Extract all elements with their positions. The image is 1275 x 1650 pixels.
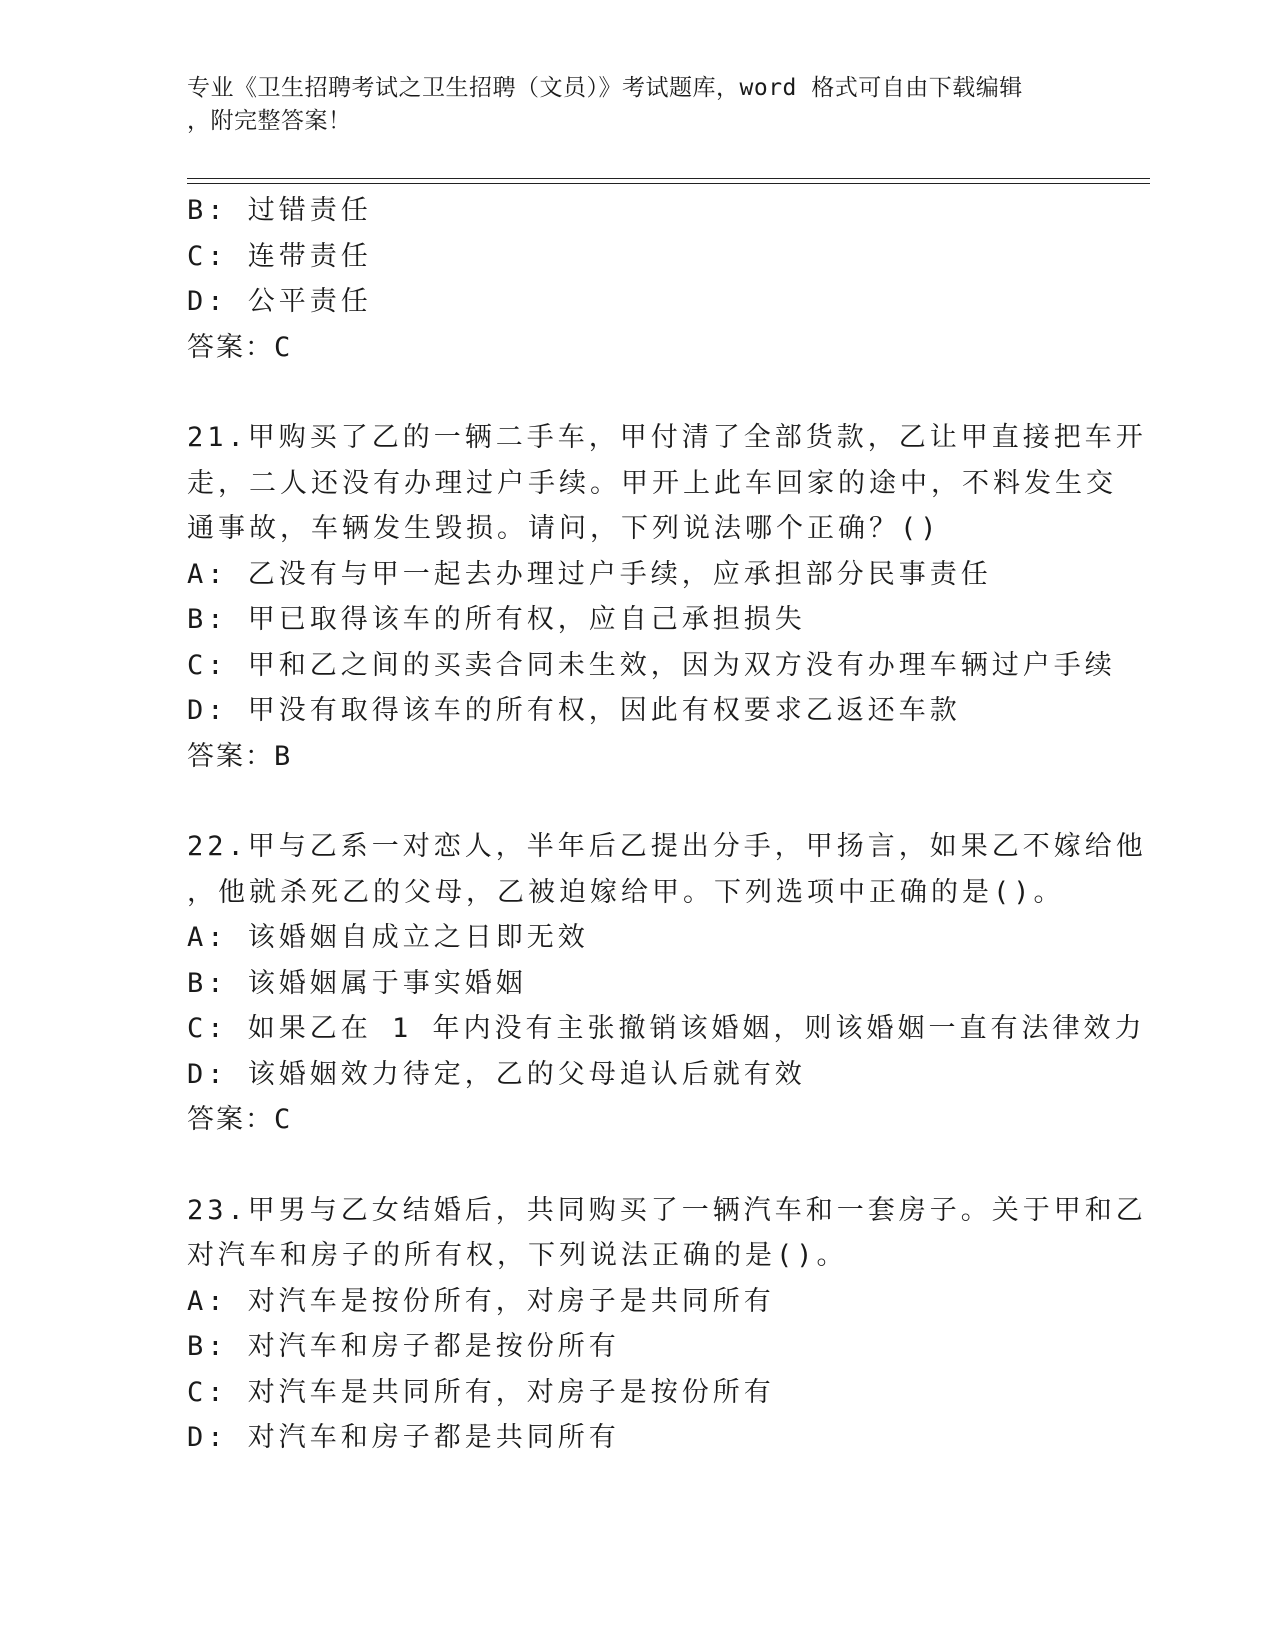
option-b: B: 该婚姻属于事实婚姻 bbox=[187, 967, 527, 999]
question-list bbox=[187, 188, 1147, 1461]
question-23 bbox=[187, 1188, 1147, 1461]
question-stem: 23.甲男与乙女结婚后，共同购买了一辆汽车和一套房子。关于甲和乙 bbox=[187, 1194, 1147, 1226]
option-c: C: 连带责任 bbox=[187, 240, 372, 272]
option-c: C: 如果乙在 1 年内没有主张撤销该婚姻，则该婚姻一直有法律效力 bbox=[187, 1013, 1146, 1044]
header-line-1: 专业《卫生招聘考试之卫生招聘（文员）》考试题库，word 格式可自由下载编辑 bbox=[187, 75, 1023, 101]
spacer bbox=[187, 370, 1087, 415]
header-line-2: ，附完整答案！ bbox=[187, 108, 352, 134]
header-divider-bottom bbox=[187, 183, 1150, 184]
answer: 答案：B bbox=[187, 740, 293, 772]
option-a: A: 对汽车是按份所有，对房子是共同所有 bbox=[187, 1285, 775, 1317]
option-c: C: 甲和乙之间的买卖合同未生效，因为双方没有办理车辆过户手续 bbox=[187, 649, 1116, 681]
option-d: D: 对汽车和房子都是共同所有 bbox=[187, 1422, 620, 1453]
option-b: B: 过错责任 bbox=[187, 195, 372, 226]
spacer bbox=[187, 779, 1087, 824]
spacer bbox=[187, 1143, 1087, 1188]
question-stem: 21.甲购买了乙的一辆二手车，甲付清了全部货款，乙让甲直接把车开 bbox=[187, 422, 1147, 453]
option-b: B: 甲已取得该车的所有权，应自己承担损失 bbox=[187, 604, 806, 635]
question-stem: 22.甲与乙系一对恋人，半年后乙提出分手，甲扬言，如果乙不嫁给他 bbox=[187, 831, 1147, 862]
option-a: A: 该婚姻自成立之日即无效 bbox=[187, 922, 589, 953]
header-divider-top bbox=[187, 178, 1150, 179]
question-22 bbox=[187, 824, 1147, 1143]
option-b: B: 对汽车和房子都是按份所有 bbox=[187, 1331, 620, 1362]
option-d: D: 该婚姻效力待定，乙的父母追认后就有效 bbox=[187, 1058, 806, 1090]
option-a: A: 乙没有与甲一起去办理过户手续，应承担部分民事责任 bbox=[187, 558, 992, 590]
option-d: D: 甲没有取得该车的所有权，因此有权要求乙返还车款 bbox=[187, 695, 961, 726]
answer: 答案：C bbox=[187, 331, 293, 363]
page-header bbox=[187, 72, 1067, 138]
option-d: D: 公平责任 bbox=[187, 286, 372, 317]
question-stem: 走，二人还没有办理过户手续。甲开上此车回家的途中，不料发生交 bbox=[187, 467, 1117, 499]
answer: 答案：C bbox=[187, 1104, 293, 1135]
question-stem: 通事故，车辆发生毁损。请问，下列说法哪个正确？() bbox=[187, 513, 941, 544]
question-21 bbox=[187, 415, 1147, 779]
question-stem: ，他就杀死乙的父母，乙被迫嫁给甲。下列选项中正确的是()。 bbox=[187, 876, 1065, 908]
question-stem: 对汽车和房子的所有权，下列说法正确的是()。 bbox=[187, 1240, 848, 1271]
option-c: C: 对汽车是共同所有，对房子是按份所有 bbox=[187, 1376, 775, 1408]
question-20 bbox=[187, 188, 1087, 370]
